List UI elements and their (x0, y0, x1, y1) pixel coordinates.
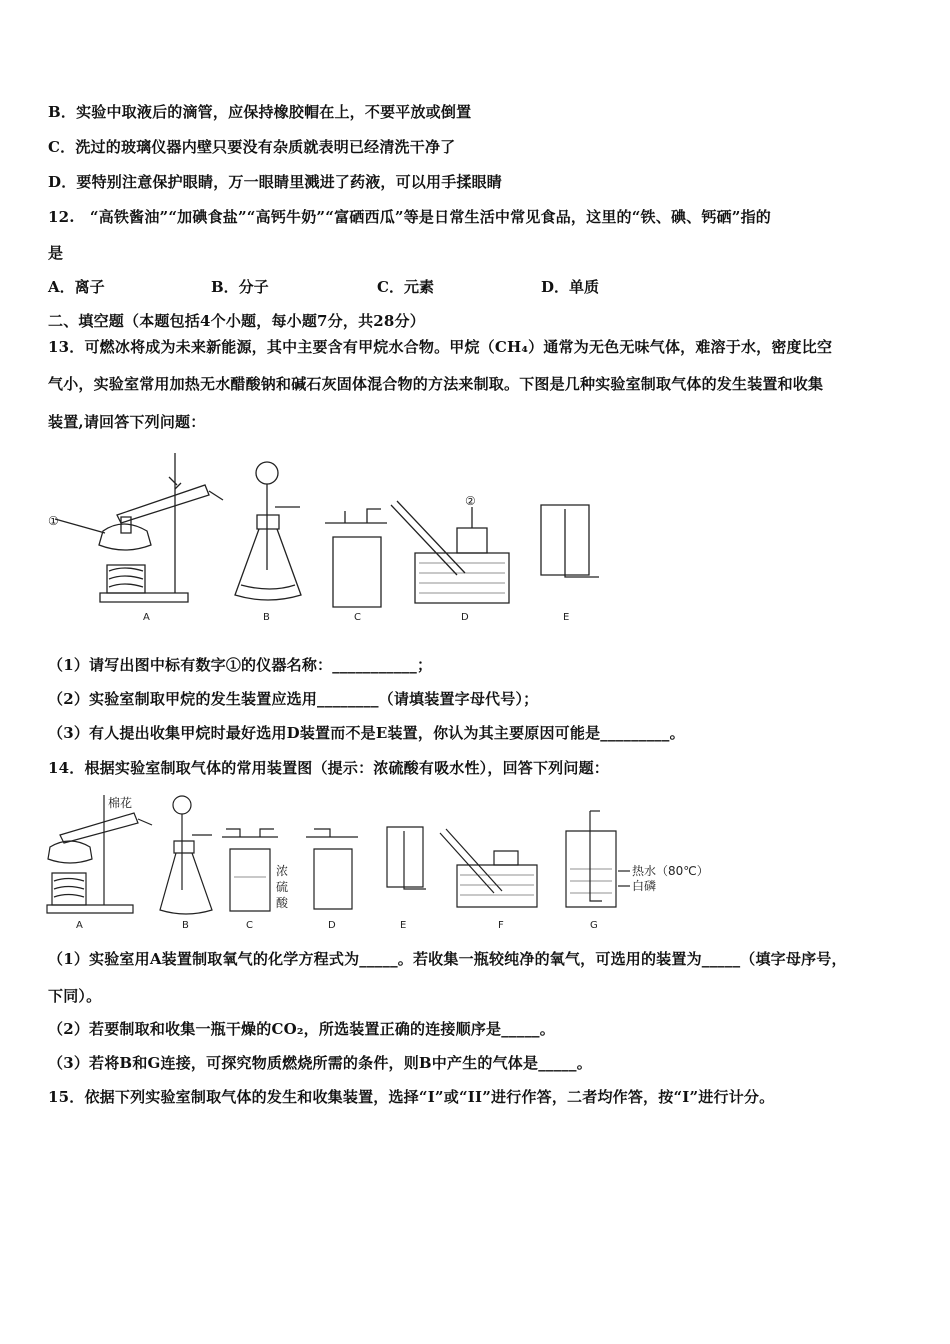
label-e: E (400, 920, 407, 931)
q13-sub3: （3）有人提出收集甲烷时最好选用D装置而不是E装置，你认为其主要原因可能是_________。 (48, 724, 685, 742)
apparatus-a-heating (48, 453, 223, 602)
label-b: B (263, 612, 270, 623)
apparatus-f-trough (440, 829, 537, 907)
marker-2: ② (465, 494, 476, 508)
q12-option-b: B．分子 (211, 278, 269, 296)
white-phosphorus-label: 白磷 (632, 879, 657, 893)
label-c: C (246, 920, 253, 931)
apparatus-d-bottle (306, 829, 358, 909)
q11-option-d: D．要特别注意保护眼睛，万一眼睛里溅进了药液，可以用手揉眼睛 (48, 173, 503, 191)
q12-option-d: D．单质 (541, 278, 600, 296)
q13-stem-line3: 装置,请回答下列问题： (48, 413, 206, 431)
apparatus-c-acid-bottle (222, 829, 289, 911)
label-c: C (354, 612, 361, 623)
q14-sub3: （3）若将B和G连接，可探究物质燃烧所需的条件，则B中产生的气体是_____。 (48, 1054, 592, 1072)
q13-apparatus-figure (45, 445, 610, 630)
q14-sub2: （2）若要制取和收集一瓶干燥的CO₂，所选装置正确的连接顺序是_____。 (48, 1020, 555, 1038)
acid-label-1: 浓 (276, 864, 289, 878)
section-title: 二、填空题（本题包括4个小题，每小题7分，共28分） (48, 312, 425, 330)
apparatus-a-heating (47, 795, 152, 913)
apparatus-e-inverted-bottle (387, 827, 426, 889)
label-e: E (563, 612, 570, 623)
cotton-label: 棉花 (108, 796, 133, 810)
q14-sub1-line2: 下同）。 (48, 987, 102, 1005)
acid-label-3: 酸 (276, 896, 289, 910)
apparatus-b-flask (160, 796, 212, 914)
q11-option-c: C．洗过的玻璃仪器内壁只要没有杂质就表明已经清洗干净了 (48, 138, 456, 156)
q13-stem-line1: 13．可燃冰将成为未来新能源，其中主要含有甲烷水合物。甲烷（CH₄）通常为无色无味气体，难溶于水，密度比空 (48, 338, 833, 356)
q14-apparatus-figure (42, 785, 722, 935)
apparatus-e-inverted-bottle (541, 505, 599, 577)
label-g: G (590, 920, 598, 931)
apparatus-c-bottle (325, 509, 387, 607)
acid-label-2: 硫 (276, 880, 289, 894)
label-b: B (182, 920, 189, 931)
apparatus-b-flask (235, 462, 301, 600)
q13-sub2: （2）实验室制取甲烷的发生装置应选用________（请填装置字母代号）； (48, 690, 539, 708)
label-a: A (76, 920, 83, 931)
q13-stem-line2: 气小，实验室常用加热无水醋酸钠和碱石灰固体混合物的方法来制取。下图是几种实验室制取气体的发生装置和收集 (48, 375, 824, 393)
label-a: A (143, 612, 150, 623)
marker-1: ① (48, 514, 59, 528)
q12-stem-line1: 12. “高铁酱油”“加碘食盐”“高钙牛奶”“富硒西瓜”等是日常生活中常见食品，这里的“铁、碘、钙硒”指的 (48, 208, 771, 226)
q14-stem: 14．根据实验室制取气体的常用装置图（提示：浓硫酸有吸水性），回答下列问题： (48, 759, 609, 777)
q12-option-a: A．离子 (48, 278, 105, 296)
q12-stem-line2: 是 (48, 244, 64, 262)
q15-stem: 15．依据下列实验室制取气体的发生和收集装置，选择“I”或“II”进行作答，二者均作答，按“I”进行计分。 (48, 1088, 775, 1106)
label-d: D (461, 612, 469, 623)
label-f: F (498, 920, 504, 931)
q13-sub1: （1）请写出图中标有数字①的仪器名称：___________； (48, 656, 433, 674)
q12-option-c: C．元素 (377, 278, 434, 296)
q14-sub1-line1: （1）实验室用A装置制取氧气的化学方程式为_____。若收集一瓶较纯净的氧气，可选用的装置为_____（填字母序号， (48, 950, 847, 968)
apparatus-g-beaker (566, 811, 709, 907)
q11-option-b: B．实验中取液后的滴管，应保持橡胶帽在上，不要平放或倒置 (48, 103, 472, 121)
label-d: D (328, 920, 336, 931)
apparatus-d-trough (391, 494, 509, 603)
hot-water-label: 热水（80℃） (632, 864, 709, 878)
